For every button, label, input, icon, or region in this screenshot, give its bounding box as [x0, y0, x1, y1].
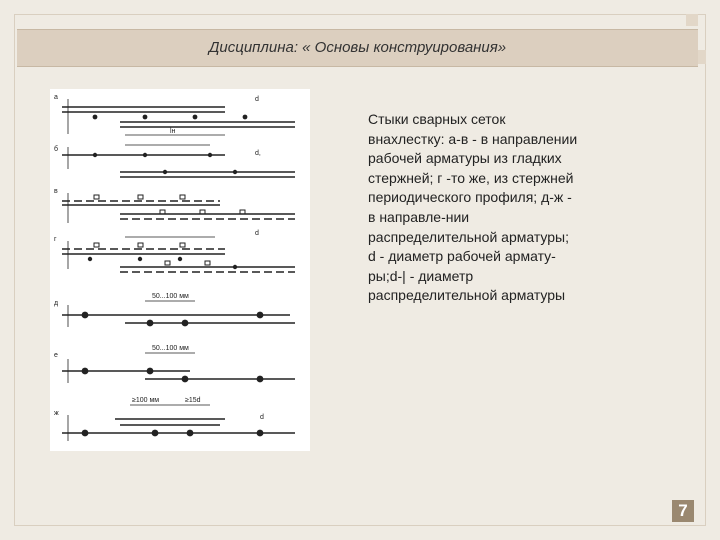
dim-range-zh-2: ≥15d: [185, 397, 201, 404]
page-number: 7: [672, 500, 694, 522]
dim-d1-b: d,: [255, 150, 261, 157]
panel-label-d: д: [54, 300, 59, 307]
corner-decoration: [686, 14, 698, 26]
dim-d-g: d: [255, 230, 259, 237]
panel-label-b: б: [54, 146, 59, 153]
panel-label-g: г: [54, 236, 57, 243]
diagram-svg: [50, 89, 310, 451]
panel-label-e: е: [54, 352, 58, 359]
dim-range-d: 50...100 мм: [152, 293, 189, 300]
dim-range-e: 50...100 мм: [152, 345, 189, 352]
panel-label-v: в: [54, 188, 58, 195]
figure-caption: Стыки сварных сеток внахлестку: а-в - в направлении рабочей арматуры из гладких стержней; г -то же, из стержней периодического профиля; д-ж - в направле-нии распределительной арматуры; d - диаметр рабочей армату-ры;d-| - диаметр распределительной арматуры: [368, 111, 578, 304]
title-bar: [17, 29, 698, 67]
dim-d-zh: d: [260, 414, 264, 421]
lap-joint-diagram: [50, 89, 310, 451]
dim-d-a: d: [255, 96, 259, 103]
dim-range-zh-1: ≥100 мм: [132, 397, 160, 404]
corner-decoration-right: [698, 50, 706, 64]
dim-lap-a: lн: [170, 128, 176, 135]
panel-label-a: а: [54, 94, 58, 101]
slide-title: Дисциплина: « Основы конструирования»: [208, 39, 507, 56]
panel-label-zh: ж: [54, 410, 59, 417]
